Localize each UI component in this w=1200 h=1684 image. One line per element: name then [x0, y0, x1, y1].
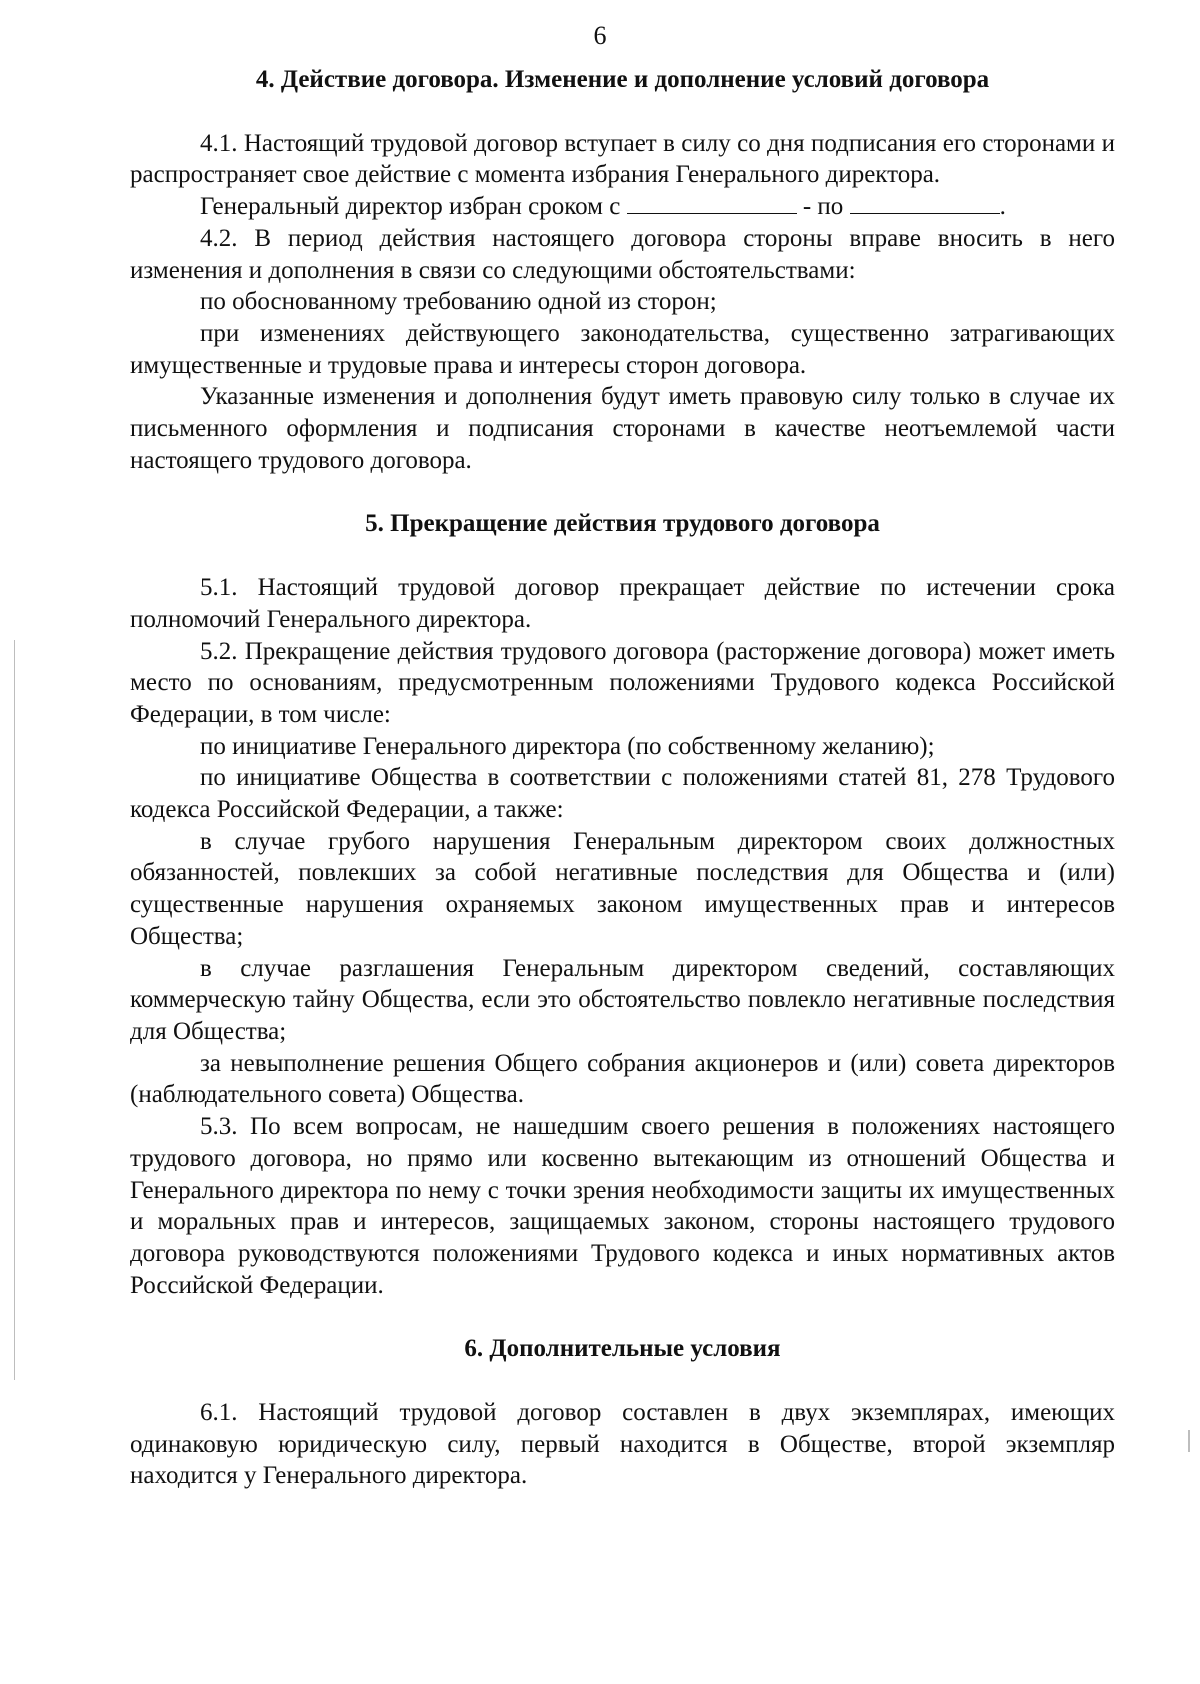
scan-edge-mark	[1188, 1430, 1190, 1452]
clause-5-1: 5.1. Настоящий трудовой договор прекращает действие по истечении срока полномочий Генерального директора.	[130, 574, 1115, 633]
clause-5-2-item-3: в случае грубого нарушения Генеральным директором своих должностных обязанностей, повлекших за собой негативные последствия для Общества и (или) существенные нарушения охраняемых законом имущественных прав и интересов Общества;	[130, 827, 1115, 950]
clause-5-2-item-5: за невыполнение решения Общего собрания акционеров и (или) совета директоров (наблюдательного совета) Общества.	[130, 1049, 1115, 1109]
section-4-title: 4. Действие договора. Изменение и дополнение условий договора	[255, 66, 990, 93]
scan-margin-mark	[14, 640, 15, 1380]
page-number: 6	[593, 21, 607, 50]
clause-5-2-item-4: в случае разглашения Генеральным директором сведений, составляющих коммерческую тайну Общества, если это обстоятельство повлекло негативные последствия для Общества;	[130, 954, 1115, 1045]
clause-5-3: 5.3. По всем вопросам, не нашедшим своего решения в положениях настоящего трудового договора, но прямо или косвенно вытекающим из отношений Общества и Генерального директора по нему с точки зрения необходимости защиты их имущественных и моральных прав и интересов, защищаемых законом, стороны настоящего трудового договора руководствуются положениями Трудового кодекса и иных нормативных актов Российской Федерации.	[130, 1113, 1115, 1299]
clause-4-2: 4.2. В период действия настоящего договора стороны вправе вносить в него изменения и дополнения в связи со следующими обстоятельствами:	[130, 224, 1115, 284]
clause-4-1: 4.1. Настоящий трудовой договор вступает в силу со дня подписания его сторонами и распространяет свое действие с момента избрания Генерального директора.	[130, 129, 1115, 189]
clause-5-2: 5.2. Прекращение действия трудового договора (расторжение договора) может иметь место по основаниям, предусмотренным положениями Трудового кодекса Российской Федерации, в том числе:	[130, 637, 1115, 728]
clause-5-2-item-2: по инициативе Общества в соответствии с положениями статей 81, 278 Трудового кодекса Российской Федерации, а также:	[130, 764, 1115, 824]
term-start-blank	[627, 191, 797, 214]
term-prefix: Генеральный директор избран сроком с	[200, 193, 621, 221]
document-body	[130, 64, 1115, 1492]
clause-5-2-item-1: по инициативе Генерального директора (по собственному желанию);	[200, 732, 935, 760]
term-suffix: .	[999, 193, 1006, 221]
term-middle: - по	[802, 193, 844, 221]
clause-4-2-note: Указанные изменения и дополнения будут иметь правовую силу только в случае их письменного оформления и подписания сторонами в качестве неотъемлемой части настоящего трудового договора.	[130, 383, 1115, 474]
section-5-title: 5. Прекращение действия трудового договора	[365, 510, 880, 538]
term-end-blank	[850, 191, 1000, 214]
clause-6-1: 6.1. Настоящий трудовой договор составлен в двух экземплярах, имеющих одинаковую юридическую силу, первый находится в Обществе, второй экземпляр находится у Генерального директора.	[130, 1399, 1115, 1490]
clause-4-2-item-2: при изменениях действующего законодательства, существенно затрагивающих имущественные и трудовые права и интересы сторон договора.	[130, 319, 1115, 379]
clause-4-2-item-1: по обоснованному требованию одной из сторон;	[200, 288, 717, 316]
section-6-title: 6. Дополнительные условия	[464, 1335, 781, 1363]
term-line	[130, 191, 1115, 223]
